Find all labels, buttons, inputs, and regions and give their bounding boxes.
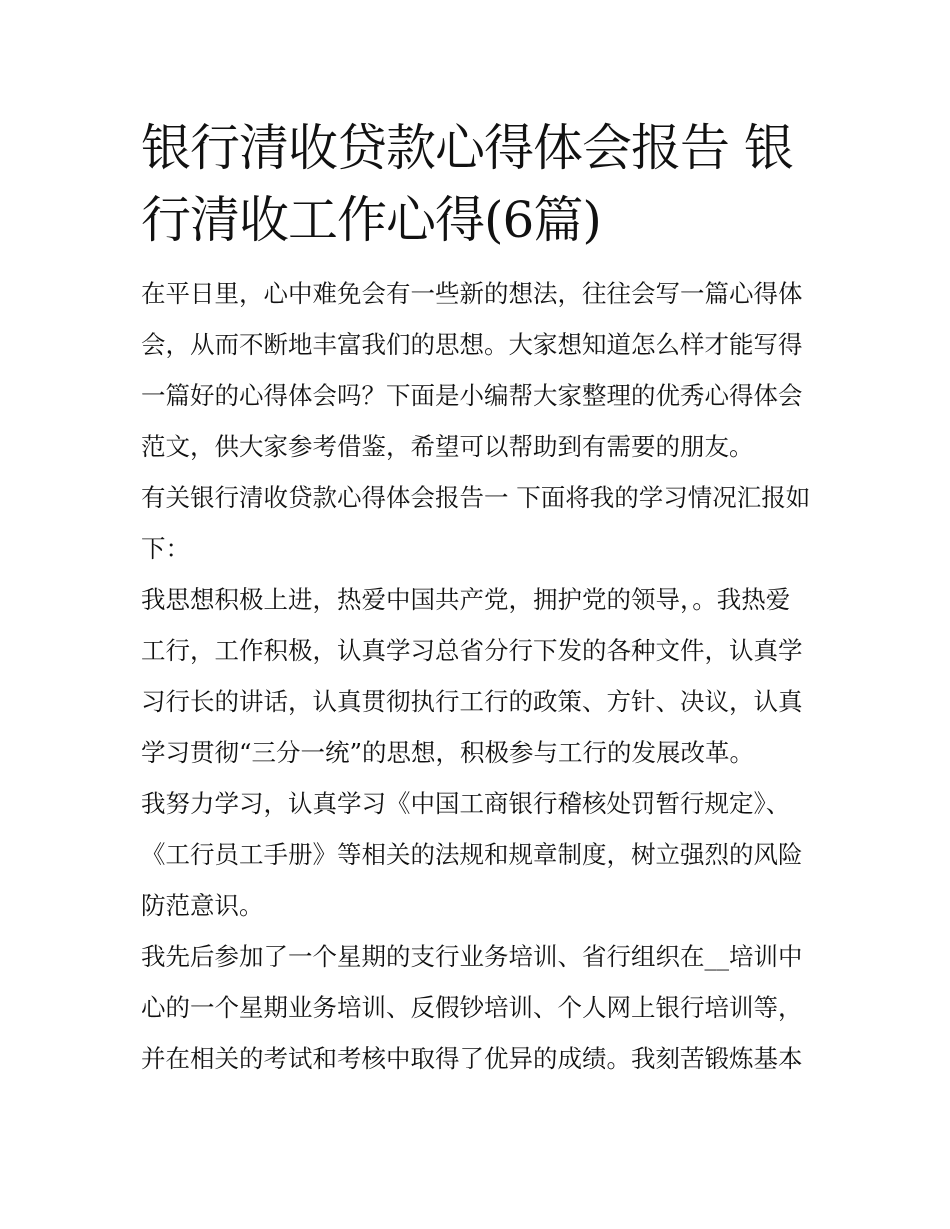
paragraph-section-heading: 有关银行清收贷款心得体会报告一 下面将我的学习情况汇报如下：	[141, 483, 811, 563]
paragraph-ideology: 我思想积极上进，热爱中国共产党，拥护党的领导，。我热爱工行，工作积极，认真学习总省分行下发的各种文件，认真学习行长的讲话，认真贯彻执行工行的政策、方针、决议，认真学习贯彻“三分一统”的思想，积极参与工行的发展改革。	[141, 585, 803, 767]
document-body	[141, 112, 813, 1084]
paragraph-study: 我努力学习，认真学习《中国工商银行稽核处罚暂行规定》、《工行员工手册》等相关的法规和规章制度，树立强烈的风险防范意识。	[141, 789, 803, 920]
paragraph-training: 我先后参加了一个星期的支行业务培训、省行组织在__培训中心的一个星期业务培训、反假钞培训、个人网上银行培训等，并在相关的考试和考核中取得了优异的成绩。我刻苦锻炼基本	[141, 942, 803, 1073]
paragraph-intro: 在平日里，心中难免会有一些新的想法，往往会写一篇心得体会，从而不断地丰富我们的思想。大家想知道怎么样才能写得一篇好的心得体会吗？下面是小编帮大家整理的优秀心得体会范文，供大家参考借鉴，希望可以帮助到有需要的朋友。	[141, 279, 803, 461]
document-title: 银行清收贷款心得体会报告 银行清收工作心得(6篇)	[141, 119, 793, 249]
